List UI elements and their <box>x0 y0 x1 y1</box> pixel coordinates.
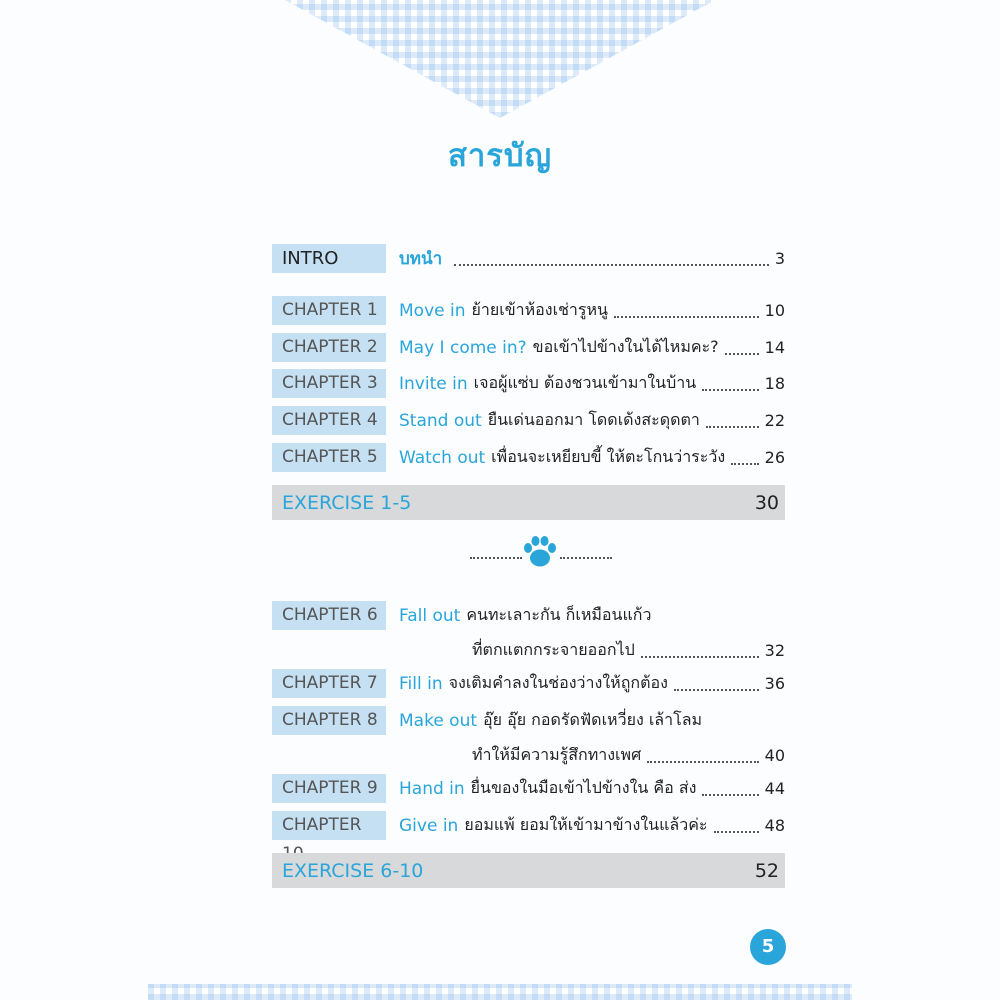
chapter-phrase-en: Move in <box>399 300 466 321</box>
toc-entry-continuation <box>399 636 785 665</box>
toc-row-chapter-7[interactable] <box>272 669 785 698</box>
chapter-label: CHAPTER 2 <box>272 333 386 362</box>
divider-dots-left <box>470 557 522 559</box>
dot-leader <box>641 656 759 658</box>
toc-entry-text <box>399 601 785 630</box>
chapter-phrase-en: May I come in? <box>399 337 527 358</box>
dot-leader <box>725 353 759 355</box>
toc-entry-text <box>399 244 785 273</box>
chapter-phrase-en: Invite in <box>399 373 468 394</box>
chapter-phrase-en: Stand out <box>399 410 482 431</box>
toc-entry-text <box>399 774 785 803</box>
toc-entry-text <box>399 811 785 840</box>
page-ref: 14 <box>764 338 785 357</box>
chapter-title-th-cont: ที่ตกแตกกระจายออกไป <box>472 640 635 659</box>
chapter-phrase-en: Make out <box>399 710 478 731</box>
toc-entry-text <box>399 296 785 325</box>
chapter-label: CHAPTER 5 <box>272 443 386 472</box>
toc-row-intro[interactable] <box>272 244 785 273</box>
toc-row-exercise-1-5[interactable] <box>272 485 785 520</box>
chapter-title-th: เพื่อนจะเหยียบขี้ ให้ตะโกนว่าระวัง <box>491 447 726 466</box>
section-divider <box>470 535 620 575</box>
chapter-title-th: ยืนเด่นออกมา โดดเด้งสะดุดตา <box>487 410 700 429</box>
dot-leader <box>714 831 759 833</box>
chapter-label: CHAPTER 4 <box>272 406 386 435</box>
toc-row-chapter-4[interactable] <box>272 406 785 435</box>
toc-entry-text <box>399 406 785 435</box>
chapter-phrase-en: Fall out <box>399 605 461 626</box>
page-ref: 26 <box>764 448 785 467</box>
chapter-title-th: ขอเข้าไปข้างในได้ไหมคะ? <box>532 337 719 356</box>
chapter-title-th: คนทะเลาะกัน ก็เหมือนแก้ว <box>466 605 652 624</box>
page-ref: 36 <box>764 674 785 693</box>
bottom-gingham-decoration <box>148 984 852 1000</box>
chapter-title-th-cont: ทำให้มีความรู้สึกทางเพศ <box>472 745 642 764</box>
dot-leader <box>702 389 758 391</box>
divider-dots-right <box>560 557 612 559</box>
toc-row-exercise-6-10[interactable] <box>272 853 785 888</box>
page-ref: 48 <box>764 816 785 835</box>
dot-leader <box>702 794 758 796</box>
chapter-label: CHAPTER 9 <box>272 774 386 803</box>
dot-leader <box>731 463 758 465</box>
chapter-title-th: ยอมแพ้ ยอมให้เข้ามาข้างในแล้วค่ะ <box>464 815 708 834</box>
toc-row-chapter-6[interactable] <box>272 601 785 665</box>
toc-row-chapter-2[interactable] <box>272 333 785 362</box>
dot-leader <box>647 761 758 763</box>
chapter-label: CHAPTER 7 <box>272 669 386 698</box>
toc-row-chapter-9[interactable] <box>272 774 785 803</box>
top-gingham-decoration <box>285 0 715 118</box>
page-ref: 52 <box>754 859 779 882</box>
chapter-title-th: ยื่นของในมือเข้าไปข้างใน คือ ส่ง <box>470 778 697 797</box>
page-title: สารบัญ <box>447 138 553 174</box>
chapter-title-th: ย้ายเข้าห้องเช่ารูหนู <box>471 300 608 319</box>
exercise-label: EXERCISE 1-5 <box>282 491 412 514</box>
chapter-label: CHAPTER 1 <box>272 296 386 325</box>
chapter-label: CHAPTER 6 <box>272 601 386 630</box>
toc-row-chapter-10[interactable] <box>272 811 785 840</box>
page-ref: 32 <box>764 641 785 660</box>
toc-entry-continuation <box>399 741 785 770</box>
page-ref: 30 <box>754 491 779 514</box>
page-ref: 3 <box>774 249 785 268</box>
intro-label: INTRO <box>272 244 386 273</box>
page-ref: 40 <box>764 746 785 765</box>
chapter-phrase-en: Fill in <box>399 673 443 694</box>
intro-title: บทนำ <box>399 249 443 269</box>
toc-row-chapter-1[interactable] <box>272 296 785 325</box>
page-ref: 22 <box>764 411 785 430</box>
chapter-phrase-en: Give in <box>399 815 459 836</box>
page-number-badge: 5 <box>750 929 786 965</box>
dot-leader <box>614 316 759 318</box>
chapter-title-th: จงเติมคำลงในช่องว่างให้ถูกต้อง <box>448 673 668 692</box>
toc-row-chapter-5[interactable] <box>272 443 785 472</box>
toc-entry-text <box>399 706 785 735</box>
page-ref: 44 <box>764 779 785 798</box>
chapter-title-th: อุ๊ย อุ๊ย กอดรัดฟัดเหวี่ยง เล้าโลม <box>483 710 703 729</box>
chapter-phrase-en: Hand in <box>399 778 465 799</box>
chapter-label: CHAPTER <box>272 811 386 840</box>
dot-leader <box>674 689 759 691</box>
chapter-phrase-en: Watch out <box>399 447 486 468</box>
dot-leader <box>706 426 759 428</box>
paw-icon <box>522 535 558 569</box>
toc-row-chapter-3[interactable] <box>272 369 785 398</box>
dot-leader <box>454 264 769 266</box>
page-ref: 18 <box>764 374 785 393</box>
toc-entry-text <box>399 333 785 362</box>
chapter-label: CHAPTER 3 <box>272 369 386 398</box>
toc-entry-text <box>399 669 785 698</box>
toc-entry-text <box>399 443 785 472</box>
exercise-label: EXERCISE 6-10 <box>282 859 424 882</box>
chapter-label: CHAPTER 8 <box>272 706 386 735</box>
toc-entry-text <box>399 369 785 398</box>
page-ref: 10 <box>764 301 785 320</box>
toc-row-chapter-8[interactable] <box>272 706 785 770</box>
chapter-title-th: เจอผู้แซ่บ ต้องชวนเข้ามาในบ้าน <box>473 373 697 392</box>
